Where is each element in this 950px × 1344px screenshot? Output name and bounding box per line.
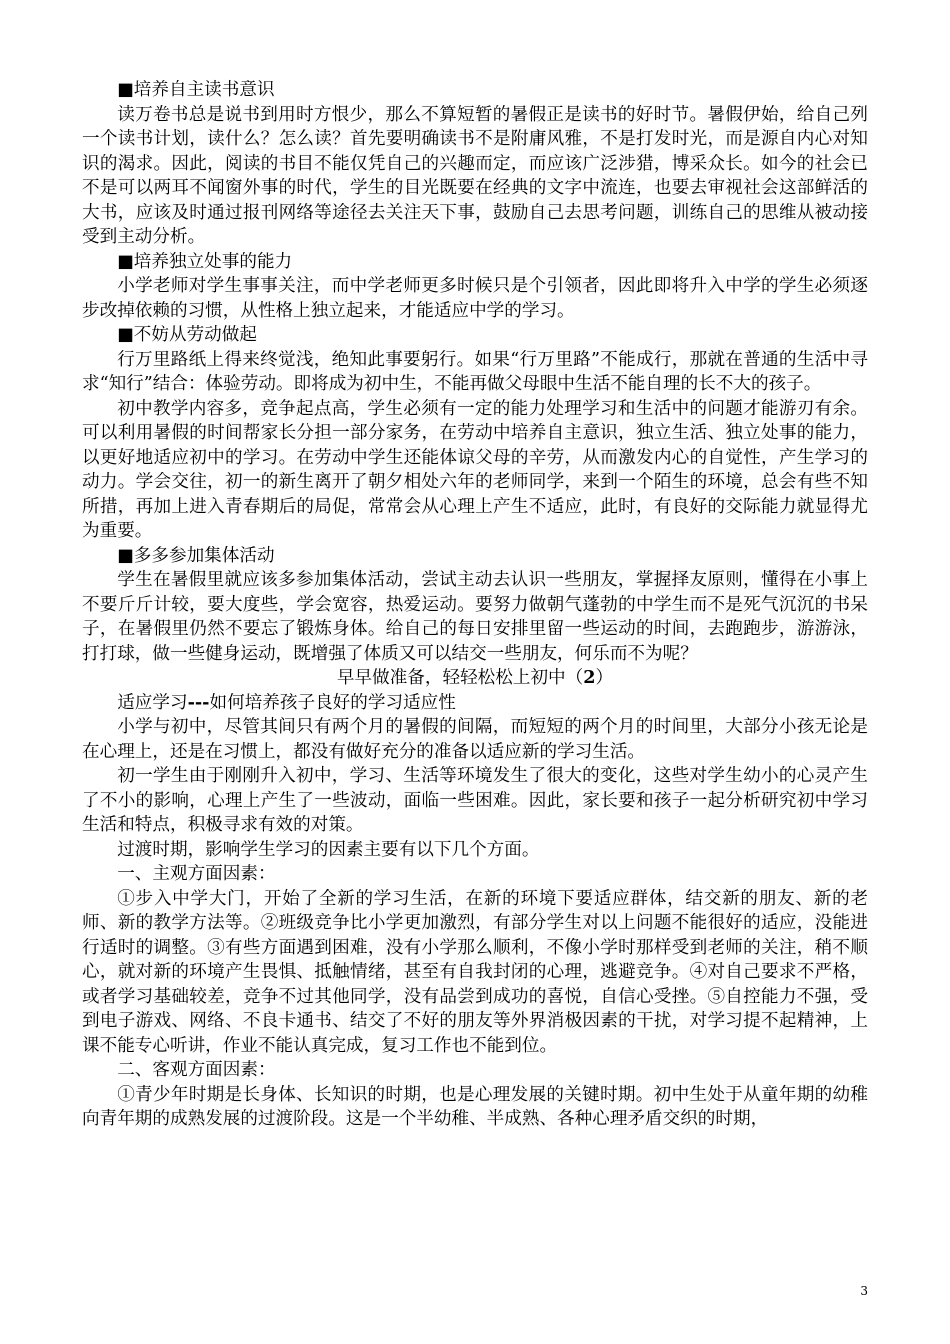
section-heading-independence: ■培养独立处事的能力 [117,251,293,272]
subheading-dash: --- [187,691,210,713]
part-two-title-text: 早早做准备，轻轻松松上初中（ [336,668,584,688]
paragraph-labor-2: 初中教学内容多，竞争起点高，学生必须有一定的能力处理学习和生活中的问题才能游刃有余。可以利用暑假的时间帮家长分担一部分家务，在劳动中培养自主意识，独立生活、独立处事的能力，以更好地适应初中的学习。在劳动中学生还能体谅父母的辛劳，从而激发内心的自觉性，产生学习的动力。学会交往，初一的新生离开了朝夕相处六年的老师同学，来到一个陌生的环境，总会有些不知所措，再加上进入青春期后的局促，常常会从心理上产生不适应，此时，有良好的交际能力就显得尤为重要。 [82,398,868,541]
part-two-title-number: 2 [583,667,596,688]
section-heading-group-activities: ■多多参加集体活动 [117,545,275,566]
paragraph-reading: 读万卷书总是说书到用时方恨少，那么不算短暂的暑假正是读书的好时节。暑假伊始，给自己列一个读书计划，读什么？怎么读？首先要明确读书不是附庸风雅，不是打发时光，而是源自内心对知识的渴求。因此，阅读的书目不能仅凭自己的兴趣而定，而应该广泛涉猎，博采众长。如今的社会已不是可以两耳不闻窗外事的时代，学生的目光既要在经典的文字中流连，也要去审视社会这部鲜活的大书，应该及时通过报刊网络等途径去关注天下事，鼓励自己去思考问题，训练自己的思维从被动接受到主动分析。 [82,104,868,247]
document-page [82,78,868,1132]
part-two-title [82,666,868,691]
paragraph-labor-1: 行万里路纸上得来终觉浅，绝知此事要躬行。如果“行万里路”不能成行，那就在普通的生活中寻求“知行”结合：体验劳动。即将成为初中生，不能再做父母眼中生活不能自理的长不大的孩子。 [82,349,868,394]
section-heading-reading: ■培养自主读书意识 [117,80,275,100]
heading-subjective-factors: 一、主观方面因素： [117,864,276,884]
part-two-subheading [82,691,868,716]
subheading-prefix: 适应学习 [117,692,188,713]
paragraph-environment-change: 初一学生由于刚刚升入初中，学习、生活等环境发生了很大的变化，这些对学生幼小的心灵产生了不小的影响，心理上产生了一些波动，面临一些困难。因此，家长要和孩子一起分析研究初中学习生活和特点，积极寻求有效的对策。 [82,766,868,835]
section-heading-labor: ■不妨从劳动做起 [117,325,257,345]
part-two-title-close: ） [595,668,614,688]
subheading-rest: 如何培养孩子良好的学习适应性 [209,692,456,713]
paragraph-factors-intro: 过渡时期，影响学生学习的因素主要有以下几个方面。 [117,839,540,860]
heading-objective-factors: 二、客观方面因素： [117,1060,276,1080]
paragraph-group-activities: 学生在暑假里就应该多参加集体活动，尝试主动去认识一些朋友，掌握择友原则，懂得在小事上不要斤斤计较，要大度些，学会宽容，热爱运动。要努力做朝气蓬勃的中学生而不是死气沉沉的书呆子，在暑假里仍然不要忘了锻炼身体。给自己的每日安排里留一些运动的时间，去跑跑步，游游泳，打打球，做一些健身运动，既增强了体质又可以结交一些朋友，何乐而不为呢？ [82,570,868,664]
paragraph-transition: 小学与初中，尽管其间只有两个月的暑假的间隔，而短短的两个月的时间里，大部分小孩无论是在心理上，还是在习惯上，都没有做好充分的准备以适应新的学习生活。 [82,717,868,762]
page-number: 3 [860,1284,868,1298]
paragraph-independence: 小学老师对学生事事关注，而中学老师更多时候只是个引领者，因此即将升入中学的学生必须逐步改掉依赖的习惯，从性格上独立起来，才能适应中学的学习。 [82,276,868,321]
paragraph-subjective-factors: ①步入中学大门，开始了全新的学习生活，在新的环境下要适应群体，结交新的朋友、新的老师、新的教学方法等。②班级竞争比小学更加激烈，有部分学生对以上问题不能很好的适应，没能进行适时的调整。③有些方面遇到困难，没有小学那么顺利，不像小学时那样受到老师的关注，稍不顺心，就对新的环境产生畏惧、抵触情绪，甚至有自我封闭的心理，逃避竞争。④对自己要求不严格，或者学习基础较差，竞争不过其他同学，没有品尝到成功的喜悦，自信心受挫。⑤自控能力不强，受到电子游戏、网络、不良卡通书、结交了不好的朋友等外界消极因素的干扰，对学习提不起精神，上课不能专心听讲，作业不能认真完成，复习工作也不能到位。 [82,888,868,1056]
paragraph-objective-factors: ①青少年时期是长身体、长知识的时期，也是心理发展的关键时期。初中生处于从童年期的幼稚向青年期的成熟发展的过渡阶段。这是一个半幼稚、半成熟、各种心理矛盾交织的时期， [82,1084,868,1129]
